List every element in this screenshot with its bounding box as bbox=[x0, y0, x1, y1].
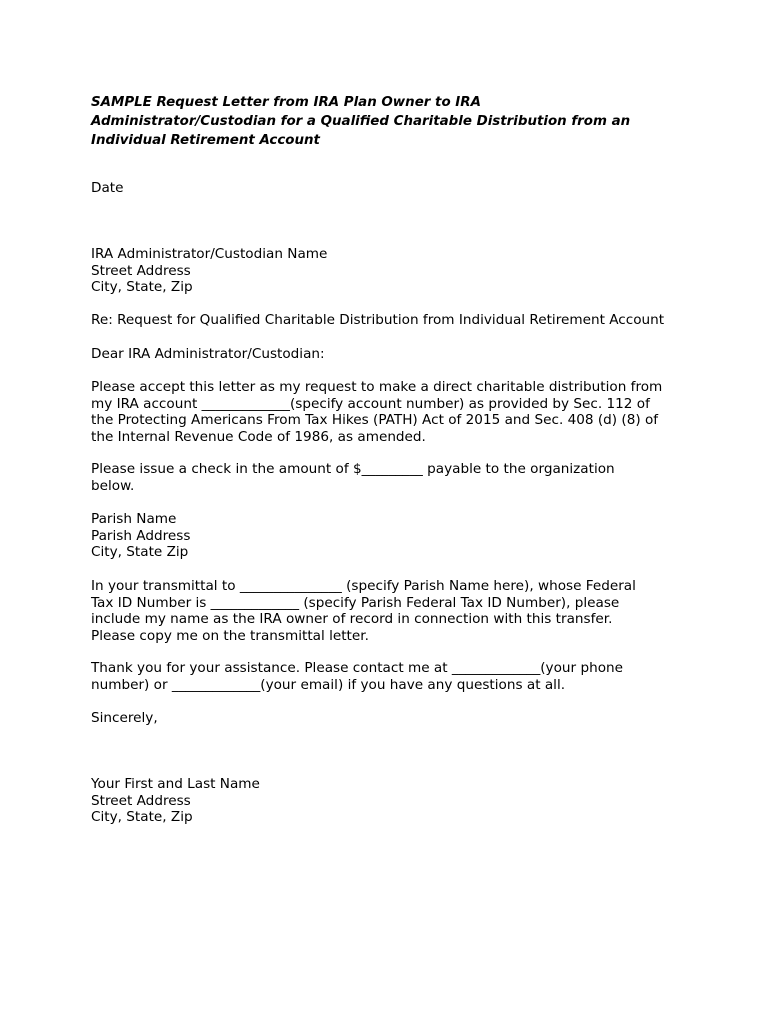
paragraph-line: include my name as the IRA owner of record in connection with this transfer. bbox=[91, 611, 613, 628]
paragraph-line: below. bbox=[91, 477, 135, 494]
recipient-city: City, State, Zip bbox=[91, 279, 193, 296]
letter-title bbox=[91, 93, 691, 150]
re-text: Re: Request for Qualified Charitable Distribution from Individual Retirement Account bbox=[91, 312, 665, 328]
signature-name: Your First and Last Name bbox=[91, 776, 260, 792]
parish-address bbox=[91, 511, 691, 561]
paragraph-line: my IRA account _____________(specify account number) as provided by Sec. 112 of bbox=[91, 395, 650, 412]
signature-block bbox=[91, 776, 691, 826]
closing-text: Sincerely, bbox=[91, 710, 158, 726]
date-text: Date bbox=[91, 180, 124, 196]
parish-name: Parish Name bbox=[91, 511, 177, 527]
paragraph-line: number) or _____________(your email) if you have any questions at all. bbox=[91, 676, 566, 693]
paragraph-line: Please copy me on the transmittal letter. bbox=[91, 627, 369, 644]
paragraph-line: the Internal Revenue Code of 1986, as amended. bbox=[91, 428, 426, 445]
salutation-text: Dear IRA Administrator/Custodian: bbox=[91, 346, 325, 362]
recipient-name: IRA Administrator/Custodian Name bbox=[91, 246, 328, 262]
paragraph-line: Please accept this letter as my request to make a direct charitable distribution from bbox=[91, 379, 663, 395]
parish-street: Parish Address bbox=[91, 527, 191, 544]
paragraph-line: Tax ID Number is _____________ (specify Parish Federal Tax ID Number), please bbox=[91, 594, 620, 611]
paragraph-thanks bbox=[91, 660, 691, 693]
date-line bbox=[91, 180, 691, 197]
paragraph-request bbox=[91, 379, 691, 445]
paragraph-line: In your transmittal to _______________ (specify Parish Name here), whose Federal bbox=[91, 578, 636, 594]
paragraph-check bbox=[91, 461, 691, 494]
title-line: Individual Retirement Account bbox=[91, 133, 320, 148]
title-line: SAMPLE Request Letter from IRA Plan Owner to IRA bbox=[91, 95, 481, 110]
paragraph-line: Thank you for your assistance. Please contact me at _____________(your phone bbox=[91, 660, 623, 676]
title-line: Administrator/Custodian for a Qualified Charitable Distribution from an bbox=[91, 114, 631, 129]
paragraph-line: the Protecting Americans From Tax Hikes (PATH) Act of 2015 and Sec. 408 (d) (8) of bbox=[91, 412, 659, 429]
signature-street: Street Address bbox=[91, 792, 191, 809]
paragraph-line: Please issue a check in the amount of $_________ payable to the organization bbox=[91, 461, 615, 477]
recipient-street: Street Address bbox=[91, 262, 191, 279]
recipient-address bbox=[91, 246, 691, 296]
salutation bbox=[91, 346, 691, 363]
closing bbox=[91, 710, 691, 727]
paragraph-transmittal bbox=[91, 578, 691, 644]
re-line bbox=[91, 312, 691, 329]
parish-city: City, State Zip bbox=[91, 544, 189, 561]
signature-city: City, State, Zip bbox=[91, 809, 193, 826]
